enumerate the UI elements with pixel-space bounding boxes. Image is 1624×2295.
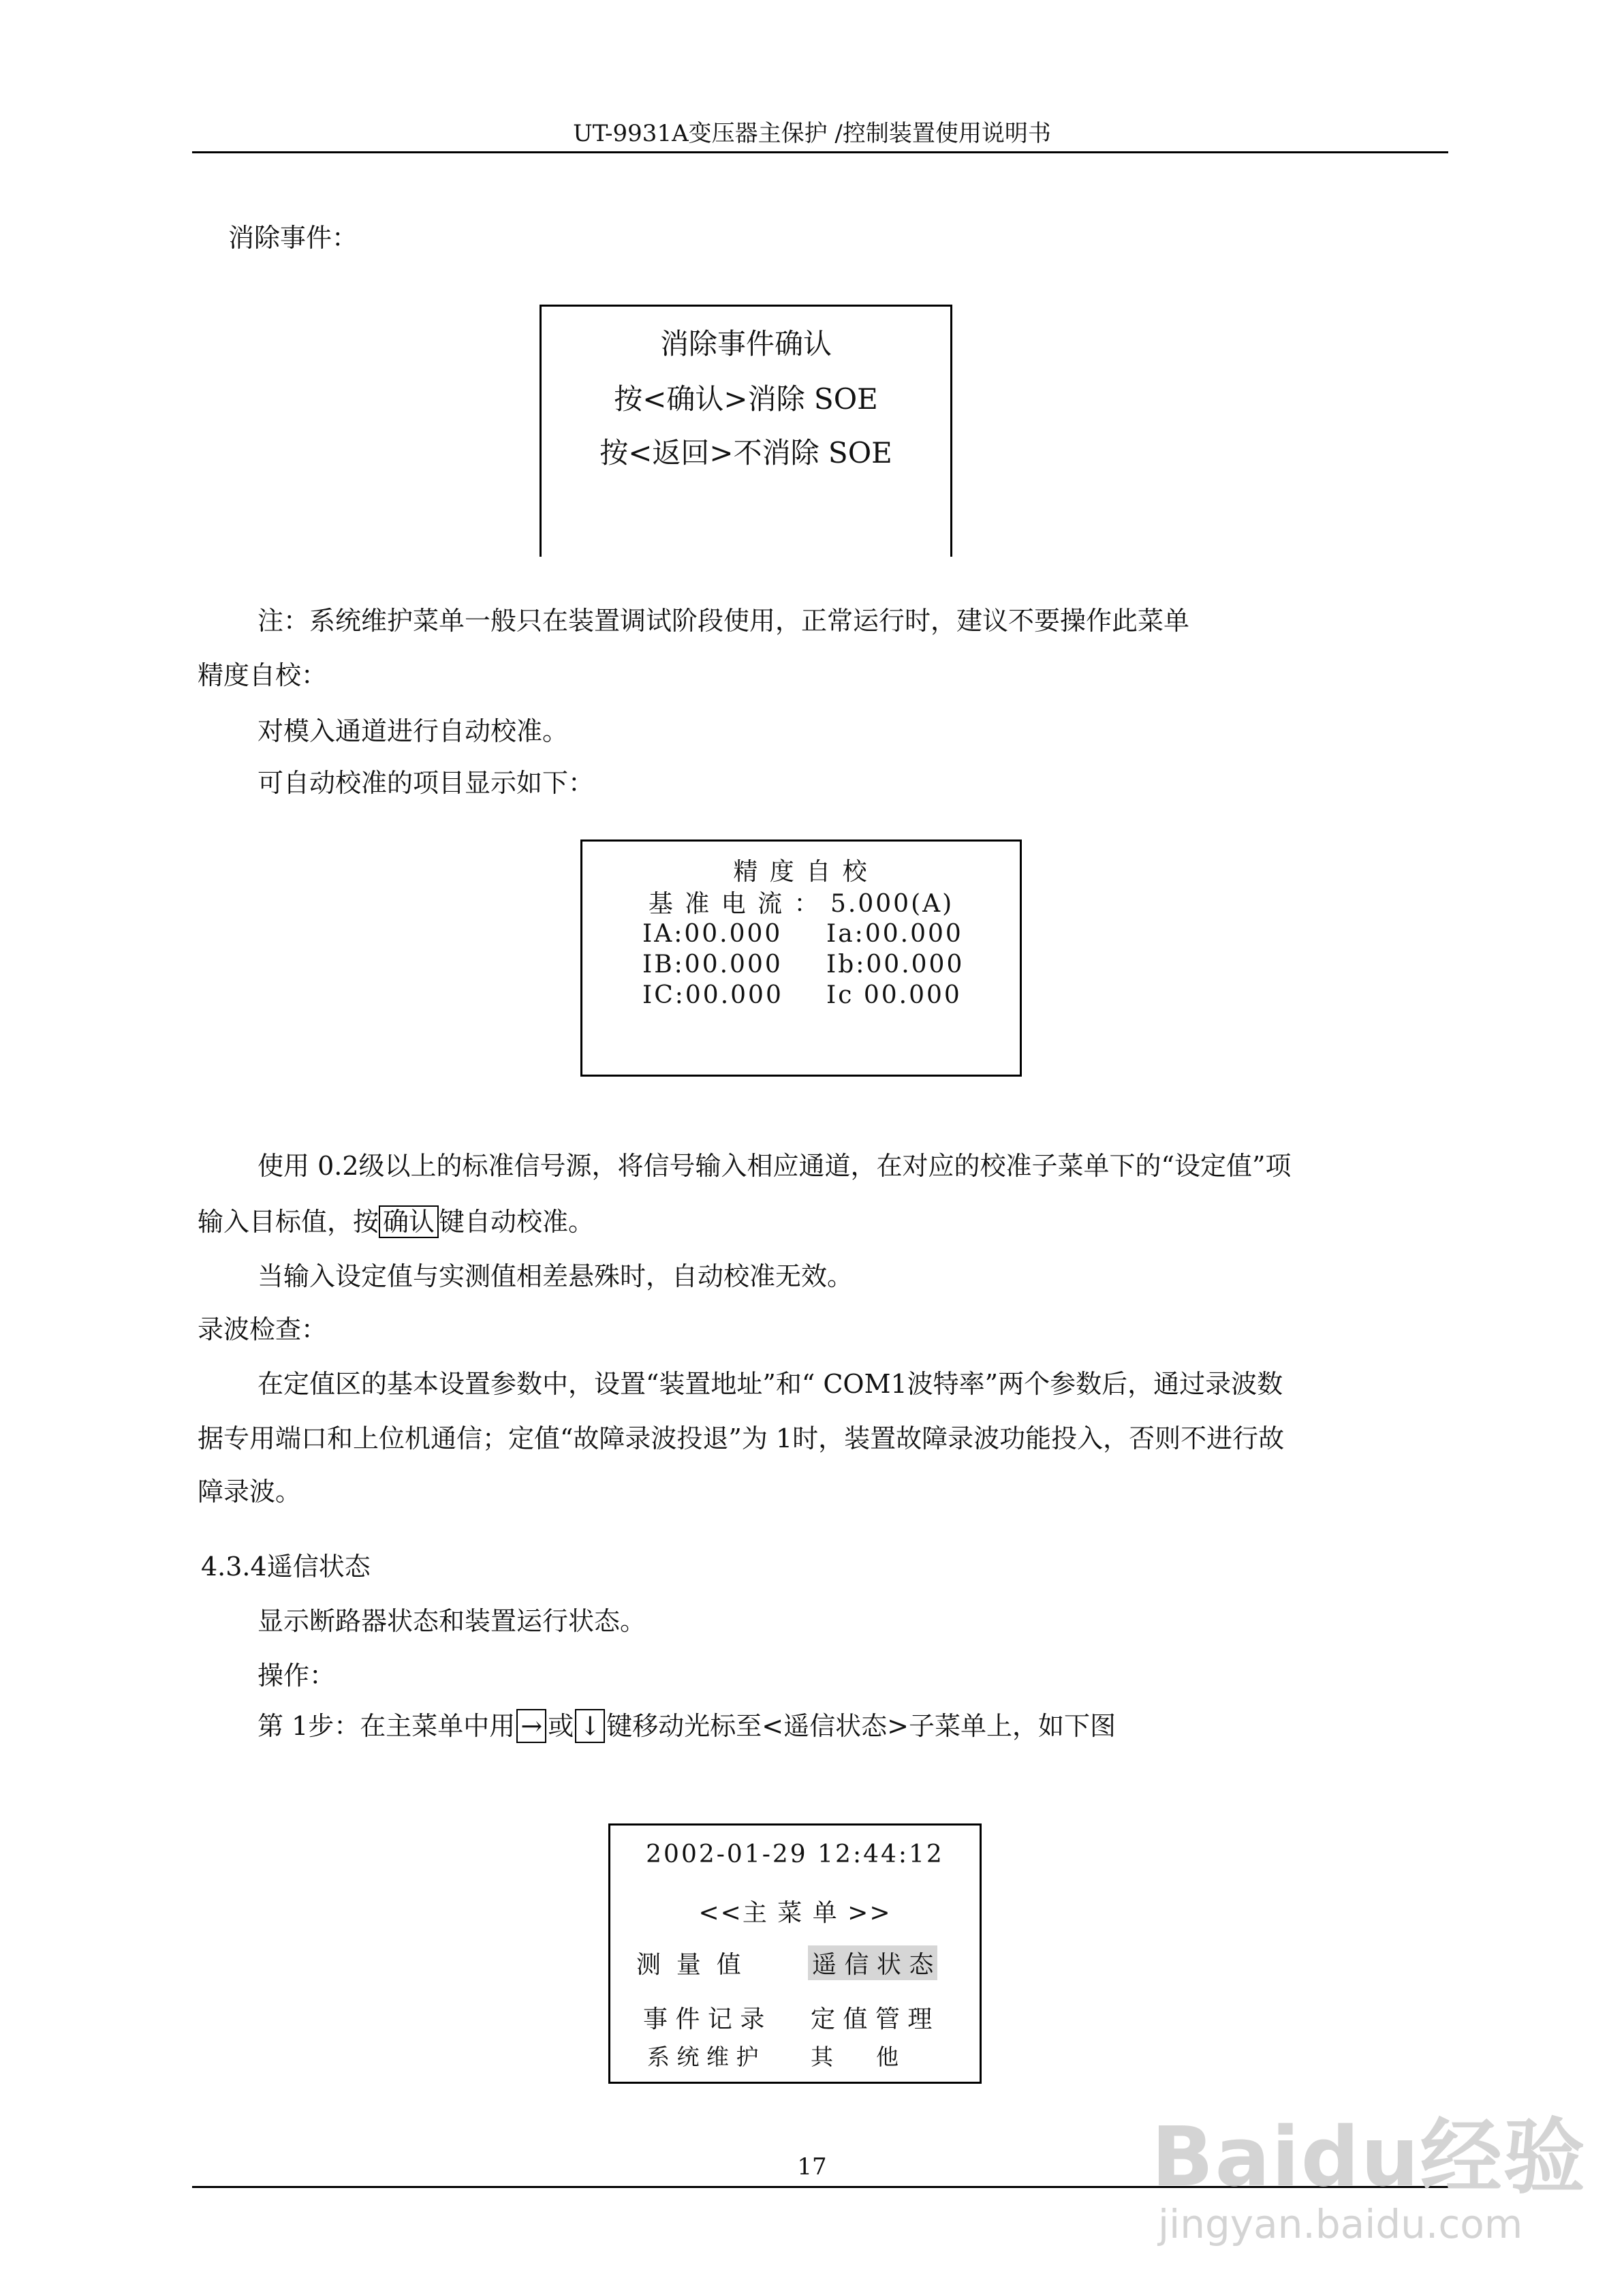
wave-check-heading: 录波检查： xyxy=(198,1314,328,1344)
document-header: UT-9931A变压器主保护 /控制装置使用说明书 xyxy=(573,120,1051,147)
phase-b-left: IB:00.000 xyxy=(642,951,783,979)
menu-item-other[interactable]: 其 他 xyxy=(811,2044,899,2070)
baidu-watermark-url: jingyan.baidu.com xyxy=(1158,2201,1523,2247)
phase-b-row xyxy=(642,951,983,979)
calibration-para-1-line-1: 使用 0.2级以上的标准信号源，将信号输入相应通道，在对应的校准子菜单下的“设定值”项 xyxy=(257,1151,1292,1181)
phase-a-right: Ia:00.000 xyxy=(826,920,963,948)
phase-c-right: Ic 00.000 xyxy=(826,981,962,1009)
main-menu-screen xyxy=(608,1823,982,2084)
calibration-para-2: 当输入设定值与实测值相差悬殊时，自动校准无效。 xyxy=(257,1261,854,1291)
clear-dialog-confirm-line: 按<确认>消除 SOE xyxy=(614,382,878,416)
confirm-key-label: 确认 xyxy=(379,1205,439,1238)
calibration-para-1-line-2 xyxy=(198,1201,594,1238)
remote-signal-heading: 4.3.4遥信状态 xyxy=(201,1552,371,1582)
phase-b-right: Ib:00.000 xyxy=(826,951,965,979)
calibration-desc-1: 对模入通道进行自动校准。 xyxy=(257,716,569,746)
calibration-heading: 精度自校： xyxy=(198,660,328,690)
step-1 xyxy=(257,1705,1116,1743)
step-1-mid: 或 xyxy=(548,1711,574,1741)
header-rule xyxy=(192,151,1448,153)
calibration-screen xyxy=(580,840,1022,1077)
maintenance-note: 注：系统维护菜单一般只在装置调试阶段使用，正常运行时，建议不要操作此菜单 xyxy=(257,606,1190,636)
calibration-screen-title: 精 度 自 校 xyxy=(733,858,869,886)
phase-c-row xyxy=(642,981,983,1009)
clear-dialog-return-line: 按<返回>不消除 SOE xyxy=(599,436,892,469)
wave-check-line-3: 障录波。 xyxy=(198,1477,302,1507)
menu-datetime: 2002-01-29 12:44:12 xyxy=(646,1840,944,1868)
calibration-desc-2: 可自动校准的项目显示如下： xyxy=(257,768,595,798)
menu-item-setting-management[interactable]: 定 值 管 理 xyxy=(811,2005,933,2033)
phase-a-left: IA:00.000 xyxy=(642,920,783,948)
menu-item-measurement[interactable]: 测 量 值 xyxy=(636,1951,741,1979)
down-arrow-key-icon: ↓ xyxy=(575,1709,605,1743)
menu-item-system-maintenance[interactable]: 系 统 维 护 xyxy=(647,2044,759,2070)
phase-a-row xyxy=(642,920,983,948)
clear-event-heading: 消除事件： xyxy=(228,223,358,253)
menu-item-event-record[interactable]: 事 件 记 录 xyxy=(643,2005,765,2033)
menu-title: <<主 菜 单 >> xyxy=(698,1899,892,1927)
phase-c-left: IC:00.000 xyxy=(642,981,783,1009)
page-number: 17 xyxy=(797,2153,827,2181)
reference-current: 基 准 电 流 ： 5.000(A) xyxy=(648,890,954,918)
right-arrow-key-icon: → xyxy=(516,1709,546,1743)
remote-signal-desc: 显示断路器状态和装置运行状态。 xyxy=(257,1606,646,1636)
calibration-para-1-line-2-post: 键自动校准。 xyxy=(439,1207,595,1237)
step-1-post: 键移动光标至<遥信状态>子菜单上，如下图 xyxy=(606,1711,1116,1741)
calibration-para-1-line-2-pre: 输入目标值，按 xyxy=(198,1207,379,1237)
baidu-watermark-logo: Baidu经验 xyxy=(1151,2110,1587,2205)
operation-label: 操作： xyxy=(257,1661,336,1691)
wave-check-line-2: 据专用端口和上位机通信；定值“故障录波投退”为 1时，装置故障录波功能投入，否则不进行故 xyxy=(198,1423,1285,1453)
menu-item-remote-signal[interactable]: 遥 信 状 态 xyxy=(808,1945,937,1980)
step-1-pre: 第 1步：在主菜单中用 xyxy=(257,1711,516,1741)
clear-dialog-title: 消除事件确认 xyxy=(659,327,832,360)
clear-event-dialog xyxy=(540,305,952,557)
wave-check-line-1: 在定值区的基本设置参数中，设置“装置地址”和“ COM1波特率”两个参数后，通过录波数 xyxy=(257,1369,1283,1399)
